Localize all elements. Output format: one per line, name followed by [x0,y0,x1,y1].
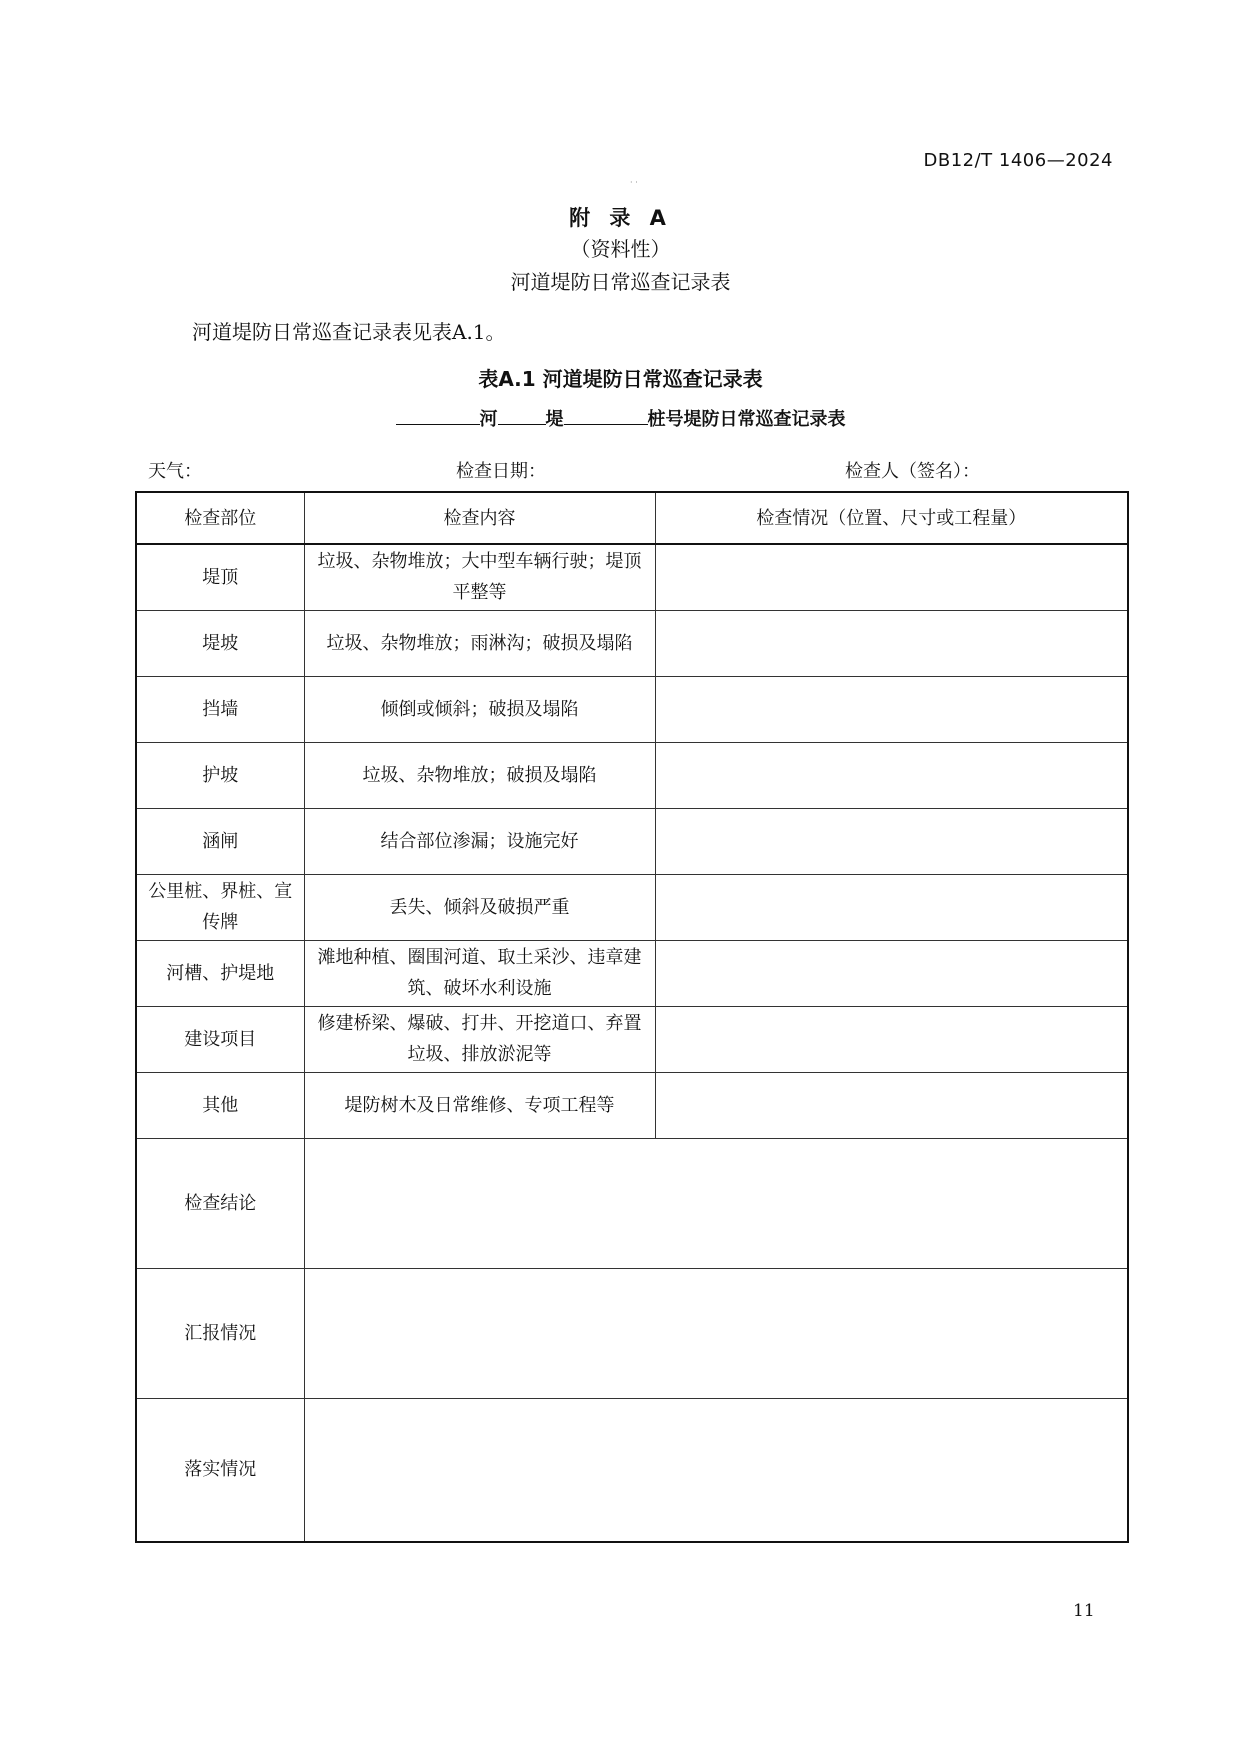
inspection-record-table [135,491,1129,1543]
header-content: 检查内容 [304,492,655,544]
table-row [136,1006,1128,1072]
row-status-cell[interactable] [655,610,1128,676]
row-part: 其他 [136,1072,304,1138]
table-row [136,742,1128,808]
summary-row [136,1398,1128,1542]
header-status: 检查情况（位置、尺寸或工程量） [655,492,1128,544]
table-caption: 表A.1 河道堤防日常巡查记录表 [478,367,763,391]
appendix-title: 附 录 A [569,206,672,230]
row-content: 结合部位渗漏；设施完好 [304,808,655,874]
table-row [136,676,1128,742]
row-status-cell[interactable] [655,808,1128,874]
row-status-cell[interactable] [655,676,1128,742]
summary-row [136,1268,1128,1398]
form-title-river: 河 [479,409,498,430]
row-part: 挡墙 [136,676,304,742]
row-content: 垃圾、杂物堆放；雨淋沟；破损及塌陷 [304,610,655,676]
row-part: 建设项目 [136,1006,304,1072]
table-header-row [136,492,1128,544]
row-status-cell[interactable] [655,1072,1128,1138]
report-cell[interactable] [304,1268,1128,1398]
row-status-cell[interactable] [655,544,1128,610]
implementation-cell[interactable] [304,1398,1128,1542]
row-part: 护坡 [136,742,304,808]
summary-label-implementation: 落实情况 [136,1398,304,1542]
table-row [136,940,1128,1006]
row-part: 公里桩、界桩、宣传牌 [136,874,304,940]
row-status-cell[interactable] [655,940,1128,1006]
form-title-rest: 桩号堤防日常巡查记录表 [647,409,846,430]
row-status-cell[interactable] [655,1006,1128,1072]
document-code: DB12/T 1406—2024 [923,150,1113,171]
weather-label: 天气： [148,461,202,482]
inspection-date-label: 检查日期： [456,461,546,482]
row-part: 河槽、护堤地 [136,940,304,1006]
river-name-blank[interactable] [396,406,480,425]
row-part: 堤顶 [136,544,304,610]
table-row [136,610,1128,676]
dike-name-blank[interactable] [498,406,546,425]
form-title-dike: 堤 [545,409,564,430]
row-content: 垃圾、杂物堆放；大中型车辆行驶；堤顶平整等 [304,544,655,610]
station-number-blank[interactable] [564,406,648,425]
row-status-cell[interactable] [655,874,1128,940]
intro-paragraph: 河道堤防日常巡查记录表见表A.1。 [192,320,506,344]
row-part: 堤坡 [136,610,304,676]
appendix-subtitle: （资料性） [570,237,671,261]
appendix-name: 河道堤防日常巡查记录表 [510,270,731,294]
inspector-signature-label: 检查人（签名）： [845,461,980,482]
row-content: 垃圾、杂物堆放；破损及塌陷 [304,742,655,808]
page-number: 11 [1073,1601,1095,1621]
row-part: 涵闸 [136,808,304,874]
table-row [136,874,1128,940]
table-row [136,1072,1128,1138]
summary-label-conclusion: 检查结论 [136,1138,304,1268]
row-content: 堤防树木及日常维修、专项工程等 [304,1072,655,1138]
conclusion-cell[interactable] [304,1138,1128,1268]
row-status-cell[interactable] [655,742,1128,808]
form-title [0,405,1241,431]
row-content: 滩地种植、圈围河道、取土采沙、违章建筑、破坏水利设施 [304,940,655,1006]
row-content: 丢失、倾斜及破损严重 [304,874,655,940]
summary-row [136,1138,1128,1268]
row-content: 倾倒或倾斜；破损及塌陷 [304,676,655,742]
header-part: 检查部位 [136,492,304,544]
summary-label-report: 汇报情况 [136,1268,304,1398]
row-content: 修建桥梁、爆破、打井、开挖道口、弃置垃圾、排放淤泥等 [304,1006,655,1072]
header-mark: · · [630,178,638,187]
table-row [136,808,1128,874]
table-row [136,544,1128,610]
